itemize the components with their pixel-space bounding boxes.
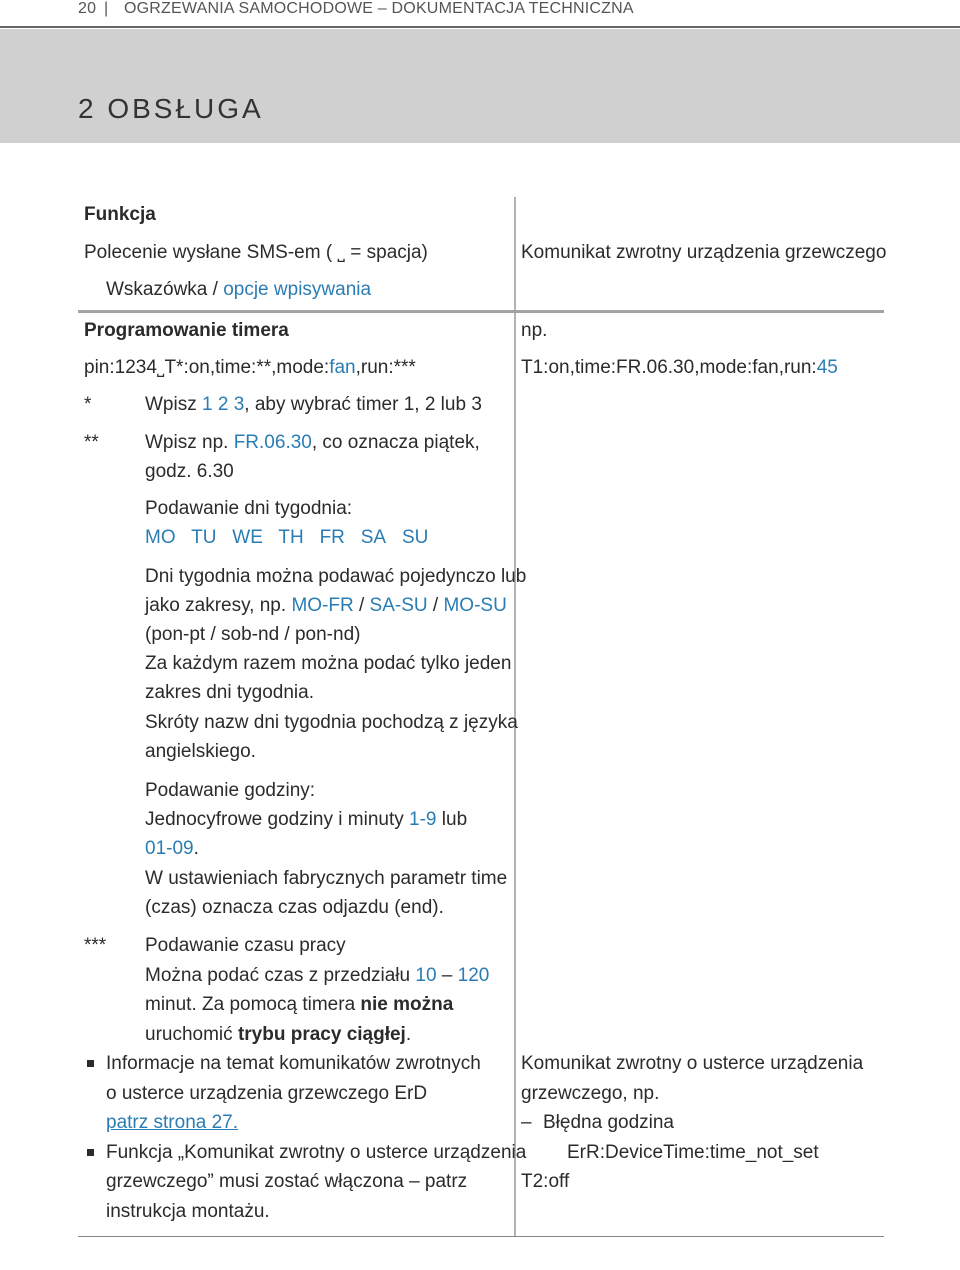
days-desc-2 [145,591,507,620]
opcje-label: opcje wpisywania [223,279,372,300]
hours-line-1-post: lub [441,809,468,830]
days-list [145,523,428,552]
days-desc-4: Za każdym razem można podać tylko jeden [145,653,512,674]
star2-marker: ** [84,432,99,453]
col-head-polecenie: Polecenie wysłane SMS-em ( ˽ = spacja) [84,242,428,263]
runtime-line-2 [145,990,453,1019]
star2-line1 [145,428,480,457]
star2-pre: Wpisz np. [145,432,229,453]
hours-line-1 [145,805,467,834]
runtime-nie-mozna: nie można [360,994,454,1015]
range-mo-su: MO-SU [443,595,507,616]
hours-line-1-pre: Jednocyfrowe godziny i minuty [145,809,404,830]
reply-np: np. [521,320,548,341]
star1-text [145,390,482,419]
hours-title: Podawanie godziny: [145,780,316,801]
bullet-1-line-1: Informacje na temat komunikatów zwrotnych [106,1053,481,1074]
day-fr: FR [319,527,345,548]
section-title: 2 OBSŁUGA [78,93,264,124]
page-27-link[interactable]: patrz strona 27. [106,1112,239,1133]
bullet-2-square [87,1149,94,1156]
days-desc-1: Dni tygodnia można podawać pojedynczo lub [145,566,527,587]
day-mo: MO [145,527,176,548]
days-desc-2-pre: jako zakresy, np. [145,595,287,616]
error-dash: – [521,1112,532,1133]
star2-value: FR.06.30 [233,432,312,453]
col-head-komunikat: Komunikat zwrotny urządzenia grzewczego [521,242,887,263]
day-we: WE [232,527,263,548]
section-banner [0,29,960,143]
range-sep-1: / [358,595,365,616]
hours-line-4: (czas) oznacza czas odjazdu (end). [145,897,444,918]
col-head-funkcja: Funkcja [84,204,156,225]
star2-post: , co oznacza piątek, [311,432,480,453]
bullet-1-line-2: o usterce urządzenia grzewczego ErD [106,1083,428,1104]
day-th: TH [278,527,304,548]
runtime-line-1 [145,961,489,990]
hours-two-digit: 01-09 [145,838,194,859]
program-title: Programowanie timera [84,320,289,341]
days-desc-5: zakres dni tygodnia. [145,682,314,703]
hours-line-2-post: . [193,838,199,859]
runtime-line-3-post: . [405,1024,412,1045]
header-rule [0,26,960,28]
bullet-2-line-2: grzewczego” musi zostać włączona – patrz [106,1171,468,1192]
star1-marker: * [84,394,92,415]
day-sa: SA [360,527,387,548]
hours-line-2 [145,834,199,863]
hours-single-digit: 1-9 [409,809,437,830]
table-header-rule [78,310,884,313]
command-suffix: ,run:*** [355,357,416,378]
runtime-dash: – [441,965,453,986]
hours-line-3: W ustawieniach fabrycznych parametr time [145,868,508,889]
bullet-1-square [87,1060,94,1067]
error-title-2: grzewczego, np. [521,1083,660,1104]
error-code: ErR:DeviceTime:time_not_set [567,1142,819,1163]
range-sep-2: / [432,595,439,616]
runtime-tryb-ciagly: trybu pracy ciągłej [237,1024,406,1045]
t2-off: T2:off [521,1171,570,1192]
star1-pre: Wpisz [145,394,197,415]
range-mo-fr: MO-FR [291,595,354,616]
reply-prefix: T1:on,time:FR.06.30,mode:fan,run: [521,357,817,378]
runtime-line-3 [145,1020,411,1049]
day-tu: TU [191,527,217,548]
runtime-max: 120 [457,965,490,986]
command-mode-fan: fan [329,357,356,378]
runtime-title: Podawanie czasu pracy [145,935,346,956]
col-head-wskazowka [106,275,371,304]
header-separator: | [104,0,109,17]
runtime-line-1-pre: Można podać czas z przedziału [145,965,411,986]
error-title-1: Komunikat zwrotny o usterce urządzenia [521,1053,864,1074]
wskazowka-label: Wskazówka / [106,279,218,300]
document-title: OGRZEWANIA SAMOCHODOWE – DOKUMENTACJA TECHNICZNA [124,0,634,17]
reply-example [521,353,838,382]
table-bottom-rule [78,1236,884,1237]
runtime-min: 10 [415,965,437,986]
star1-post: , aby wybrać timer 1, 2 lub 3 [244,394,482,415]
bullet-1-line-3 [106,1108,238,1137]
runtime-line-3-pre: uruchomić [145,1024,233,1045]
star1-timer-options: 1 2 3 [202,394,245,415]
command-prefix: pin:1234˽T*:on,time:**,mode: [84,357,330,378]
star2-line2: godz. 6.30 [145,461,234,482]
star3-marker: *** [84,935,107,956]
bullet-2-line-1: Funkcja „Komunikat zwrotny o usterce urządzenia [106,1142,527,1163]
day-su: SU [401,527,429,548]
range-sa-su: SA-SU [369,595,428,616]
page-number: 20 [78,0,97,17]
sms-command [84,353,416,382]
days-desc-7: angielskiego. [145,741,256,762]
reply-run-value: 45 [816,357,838,378]
error-label: Błędna godzina [543,1112,674,1133]
running-header [0,0,960,26]
runtime-line-2-pre: minut. Za pomocą timera [145,994,356,1015]
bullet-2-line-3: instrukcja montażu. [106,1201,270,1222]
days-desc-6: Skróty nazw dni tygodnia pochodzą z języka [145,712,518,733]
days-title: Podawanie dni tygodnia: [145,498,353,519]
days-desc-3: (pon-pt / sob-nd / pon-nd) [145,624,361,645]
